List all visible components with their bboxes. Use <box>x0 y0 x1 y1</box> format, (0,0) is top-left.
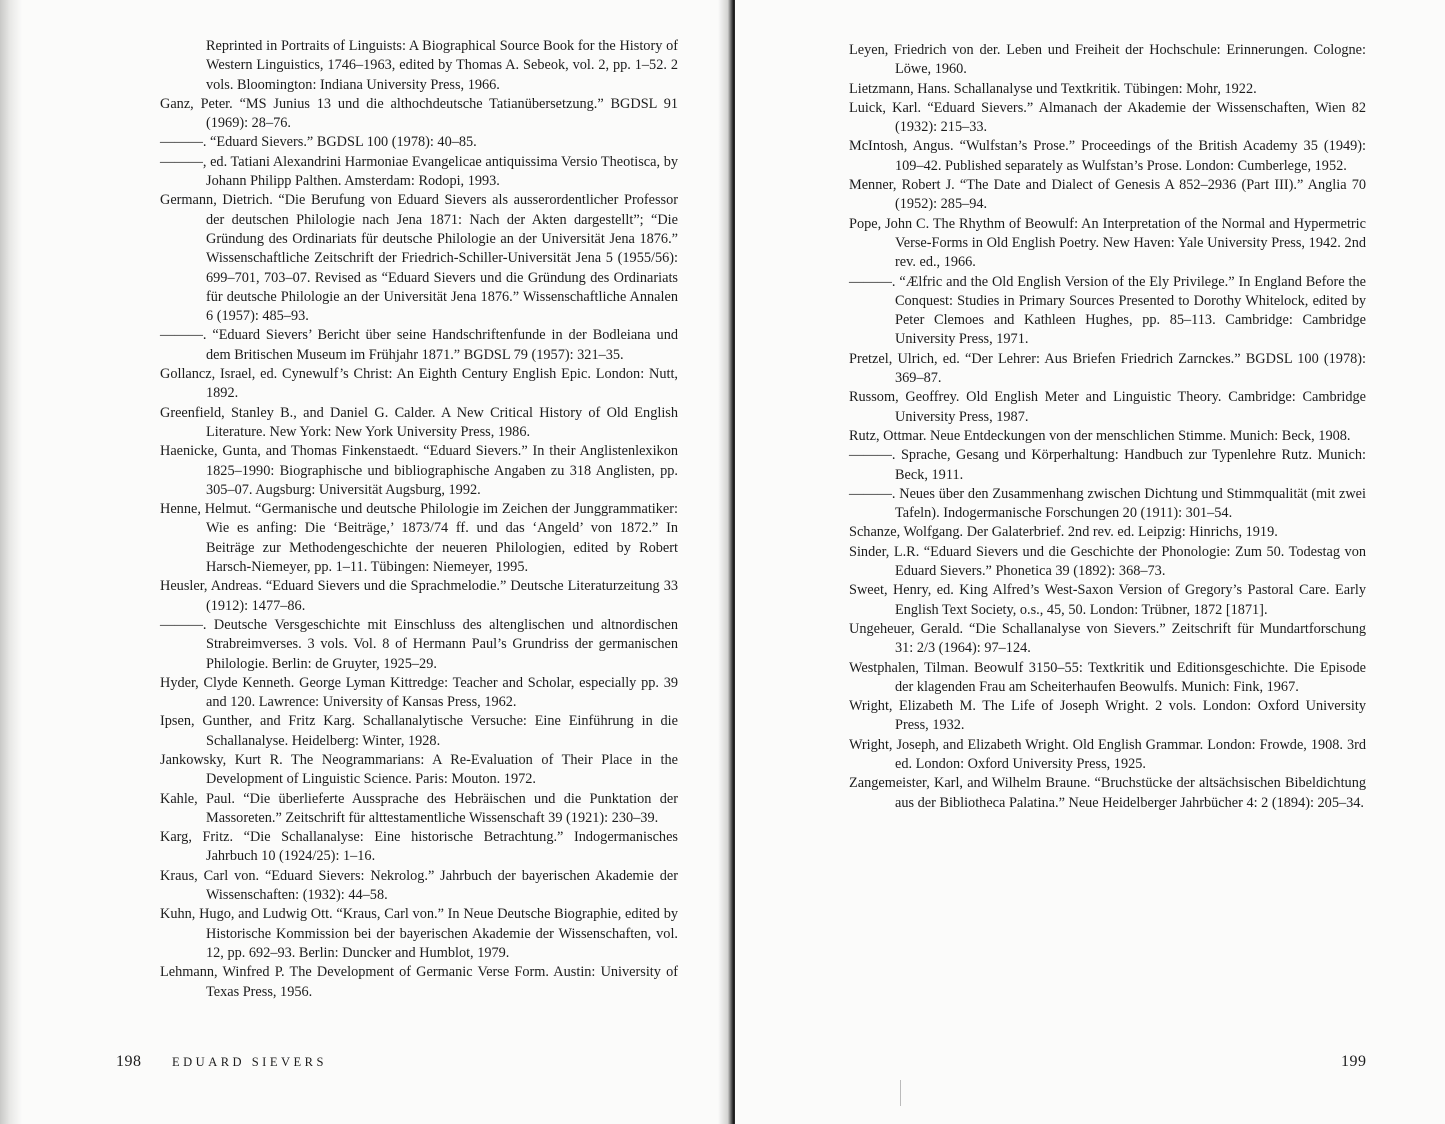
bibliography-entry: Luick, Karl. “Eduard Sievers.” Almanach der Akademie der Wissenschaften, Wien 82 (1932): 215–33. <box>849 99 1366 136</box>
bibliography-entry: Kahle, Paul. “Die überlieferte Aussprache des Hebräischen und die Punktation der Massoreten.” Zeitschrift für alttestamentliche Wissenschaft 39 (1921): 230–39. <box>160 790 678 826</box>
pencil-mark <box>900 1080 901 1106</box>
bibliography-entry: Leyen, Friedrich von der. Leben und Freiheit der Hochschule: Erinnerungen. Cologne: Löwe, 1960. <box>849 42 1366 78</box>
page-number: 198 <box>116 1053 142 1070</box>
running-head: EDUARD SIEVERS <box>172 1055 327 1069</box>
bibliography-entry: Haenicke, Gunta, and Thomas Finkenstaedt. “Eduard Sievers.” In their Anglistenlexikon 1825–1990: Biographische und bibliographische Angaben zu 318 Anglisten, pp. 305–07. Augsburg: Universität Augsburg, 1992. <box>160 443 678 498</box>
bibliography-entry: McIntosh, Angus. “Wulfstan’s Prose.” Proceedings of the British Academy 35 (1949): 109–42. Published separately as Wulfstan’s Prose. London: Cumberlege, 1952. <box>849 138 1366 174</box>
bibliography-entry: Wright, Elizabeth M. The Life of Joseph Wright. 2 vols. London: Oxford University Press, 1932. <box>849 698 1366 734</box>
bibliography-entry: Russom, Geoffrey. Old English Meter and Linguistic Theory. Cambridge: Cambridge University Press, 1987. <box>849 389 1366 425</box>
bibliography-entry: Lietzmann, Hans. Schallanalyse und Textkritik. Tübingen: Mohr, 1922. <box>849 80 1257 97</box>
bibliography-entry: Westphalen, Tilman. Beowulf 3150–55: Textkritik und Editionsgeschichte. Die Episode der klagenden Frau am Scheiterhaufen Beowulfs. Munich: Fink, 1967. <box>849 659 1366 695</box>
bibliography-entry: Jankowsky, Kurt R. The Neogrammarians: A Re-Evaluation of Their Place in the Development of Linguistic Science. Paris: Mouton. 1972. <box>160 751 678 788</box>
page-footer-right <box>1341 1053 1367 1071</box>
bibliography-entry: Reprinted in Portraits of Linguists: A Biographical Source Book for the History of Western Linguistics, 1746–1963, edited by Thomas A. Sebeok, vol. 2, pp. 1–52. 2 vols. Bloomington: Indiana University Press, 1966. <box>206 38 678 93</box>
bibliography-entry: Sweet, Henry, ed. King Alfred’s West-Saxon Version of Gregory’s Pastoral Care. Early English Text Society, o.s., 45, 50. London: Trübner, 1872 [1871]. <box>849 582 1366 618</box>
bibliography-entry: Karg, Fritz. “Die Schallanalyse: Eine historische Betrachtung.” Indogermanisches Jahrbuch 10 (1924/25): 1–16. <box>160 829 678 865</box>
bibliography-entry: ———. Sprache, Gesang und Körperhaltung: Handbuch zur Typenlehre Rutz. Munich: Beck, 1911. <box>849 447 1366 483</box>
bibliography-list-right <box>849 41 1366 813</box>
bibliography-entry: ———. “Ælfric and the Old English Version of the Ely Privilege.” In England Before the Conquest: Studies in Primary Sources Presented to Dorothy Whitelock, edited by Peter Clemoes and Kathleen Hughes, pp. 85–113. Cambridge: Cambridge University Press, 1971. <box>849 273 1366 348</box>
bibliography-entry: Schanze, Wolfgang. Der Galaterbrief. 2nd rev. ed. Leipzig: Hinrichs, 1919. <box>849 524 1278 541</box>
bibliography-entry: ———. Deutsche Versgeschichte mit Einschluss des altenglischen und altnordischen Strabreimverses. 3 vols. Vol. 8 of Hermann Paul’s Grundriss der germanischen Philologie. Berlin: de Gruyter, 1925–29. <box>160 616 678 672</box>
bibliography-entry: Ungeheuer, Gerald. “Die Schallanalyse von Sievers.” Zeitschrift für Mundartforschung 31: 2/3 (1964): 97–124. <box>849 620 1366 657</box>
page-footer-left <box>116 1053 327 1071</box>
bibliography-entry: Germann, Dietrich. “Die Berufung von Eduard Sievers als ausserordentlicher Professor der deutschen Philologie nach Jena 1871: Nach der Akten dargestellt”; “Die Gründung des Ordinariats für deutsche Philologie an der Universität Jena 1876.” Wissenschaftliche Zeitschrift der Friedrich-Schiller-Universität Jena 5 (1955/56): 699–701, 703–07. Revised as “Eduard Sievers und die Gründung des Ordinariats für deutsche Philologie an der Universität Jena 1876.” Wissenschaftliche Annalen 6 (1957): 485–93. <box>160 192 678 325</box>
bibliography-entry: ———. “Eduard Sievers.” BGDSL 100 (1978): 40–85. <box>160 134 477 151</box>
bibliography-entry: Kraus, Carl von. “Eduard Sievers: Nekrolog.” Jahrbuch der bayerischen Akademie der Wissenschaften: (1932): 44–58. <box>160 867 678 904</box>
bibliography-entry: Ipsen, Gunther, and Fritz Karg. Schallanalytische Versuche: Eine Einführung in die Schallanalyse. Heidelberg: Winter, 1928. <box>160 713 678 749</box>
bibliography-entry: Menner, Robert J. “The Date and Dialect of Genesis A 852–2936 (Part III).” Anglia 70 (1952): 285–94. <box>849 177 1366 213</box>
bibliography-list-left <box>160 37 678 1002</box>
bibliography-entry: Henne, Helmut. “Germanische und deutsche Philologie im Zeichen der Junggrammatiker: Wie es anfing: Die ‘Beiträge,’ 1873/74 ff. und das ‘Angeld’ von 1872.” In Beiträge zur Methodengeschichte der neueren Philologien, edited by Robert Harsch-Niemeyer, pp. 1–11. Tübingen: Niemeyer, 1995. <box>160 501 678 576</box>
bibliography-entry: Kuhn, Hugo, and Ludwig Ott. “Kraus, Carl von.” In Neue Deutsche Biographie, edited by Historische Kommission bei der bayerischen Akademie der Wissenschaften, vol. 12, pp. 692–93. Berlin: Duncker and Humblot, 1979. <box>160 906 678 961</box>
bibliography-entry: ———, ed. Tatiani Alexandrini Harmoniae Evangelicae antiquissima Versio Theotisca, by Johann Philipp Palthen. Amsterdam: Rodopi, 1993. <box>160 153 678 190</box>
bibliography-entry: Hyder, Clyde Kenneth. George Lyman Kittredge: Teacher and Scholar, especially pp. 39 and 120. Lawrence: University of Kansas Press, 1962. <box>160 674 678 711</box>
page-edge-shadow <box>0 0 22 1124</box>
bibliography-entry: ———. “Eduard Sievers’ Bericht über seine Handschriftenfunde in der Bodleiana und dem Britischen Museum im Frühjahr 1871.” BGDSL 79 (1957): 321–35. <box>160 327 678 363</box>
bibliography-entry: Rutz, Ottmar. Neue Entdeckungen von der menschlichen Stimme. Munich: Beck, 1908. <box>849 427 1351 444</box>
bibliography-entry: Wright, Joseph, and Elizabeth Wright. Old English Grammar. London: Frowde, 1908. 3rd ed. London: Oxford University Press, 1925. <box>849 736 1366 772</box>
bibliography-entry: Sinder, L.R. “Eduard Sievers und die Geschichte der Phonologie: Zum 50. Todestag von Eduard Sievers.” Phonetica 39 (1892): 368–73. <box>849 543 1366 580</box>
right-page <box>735 0 1445 1124</box>
bibliography-entry: Lehmann, Winfred P. The Development of Germanic Verse Form. Austin: University of Texas Press, 1956. <box>160 964 678 1000</box>
bibliography-entry: ———. Neues über den Zusammenhang zwischen Dichtung und Stimmqualität (mit zwei Tafeln). Indogermanische Forschungen 20 (1911): 301–54. <box>849 485 1366 522</box>
bibliography-entry: Heusler, Andreas. “Eduard Sievers und die Sprachmelodie.” Deutsche Literaturzeitung 33 (1912): 1477–86. <box>160 578 678 614</box>
bibliography-entry: Zangemeister, Karl, and Wilhelm Braune. “Bruchstücke der altsächsischen Bibeldichtung aus der Bibliotheca Palatina.” Neue Heidelberger Jahrbücher 4: 2 (1894): 205–34. <box>849 775 1366 811</box>
bibliography-entry: Pretzel, Ulrich, ed. “Der Lehrer: Aus Briefen Friedrich Zarnckes.” BGDSL 100 (1978): 369–87. <box>849 350 1366 387</box>
bibliography-entry: Ganz, Peter. “MS Junius 13 und die althochdeutsche Tatianübersetzung.” BGDSL 91 (1969): 28–76. <box>160 95 678 132</box>
bibliography-entry: Greenfield, Stanley B., and Daniel G. Calder. A New Critical History of Old English Literature. New York: New York University Press, 1986. <box>160 404 678 440</box>
page-number: 199 <box>1341 1053 1367 1070</box>
bibliography-entry: Gollancz, Israel, ed. Cynewulf’s Christ: An Eighth Century English Epic. London: Nutt, 1892. <box>160 366 678 402</box>
bibliography-entry: Pope, John C. The Rhythm of Beowulf: An Interpretation of the Normal and Hypermetric Verse-Forms in Old English Poetry. New Haven: Yale University Press, 1942. 2nd rev. ed., 1966. <box>849 215 1366 271</box>
